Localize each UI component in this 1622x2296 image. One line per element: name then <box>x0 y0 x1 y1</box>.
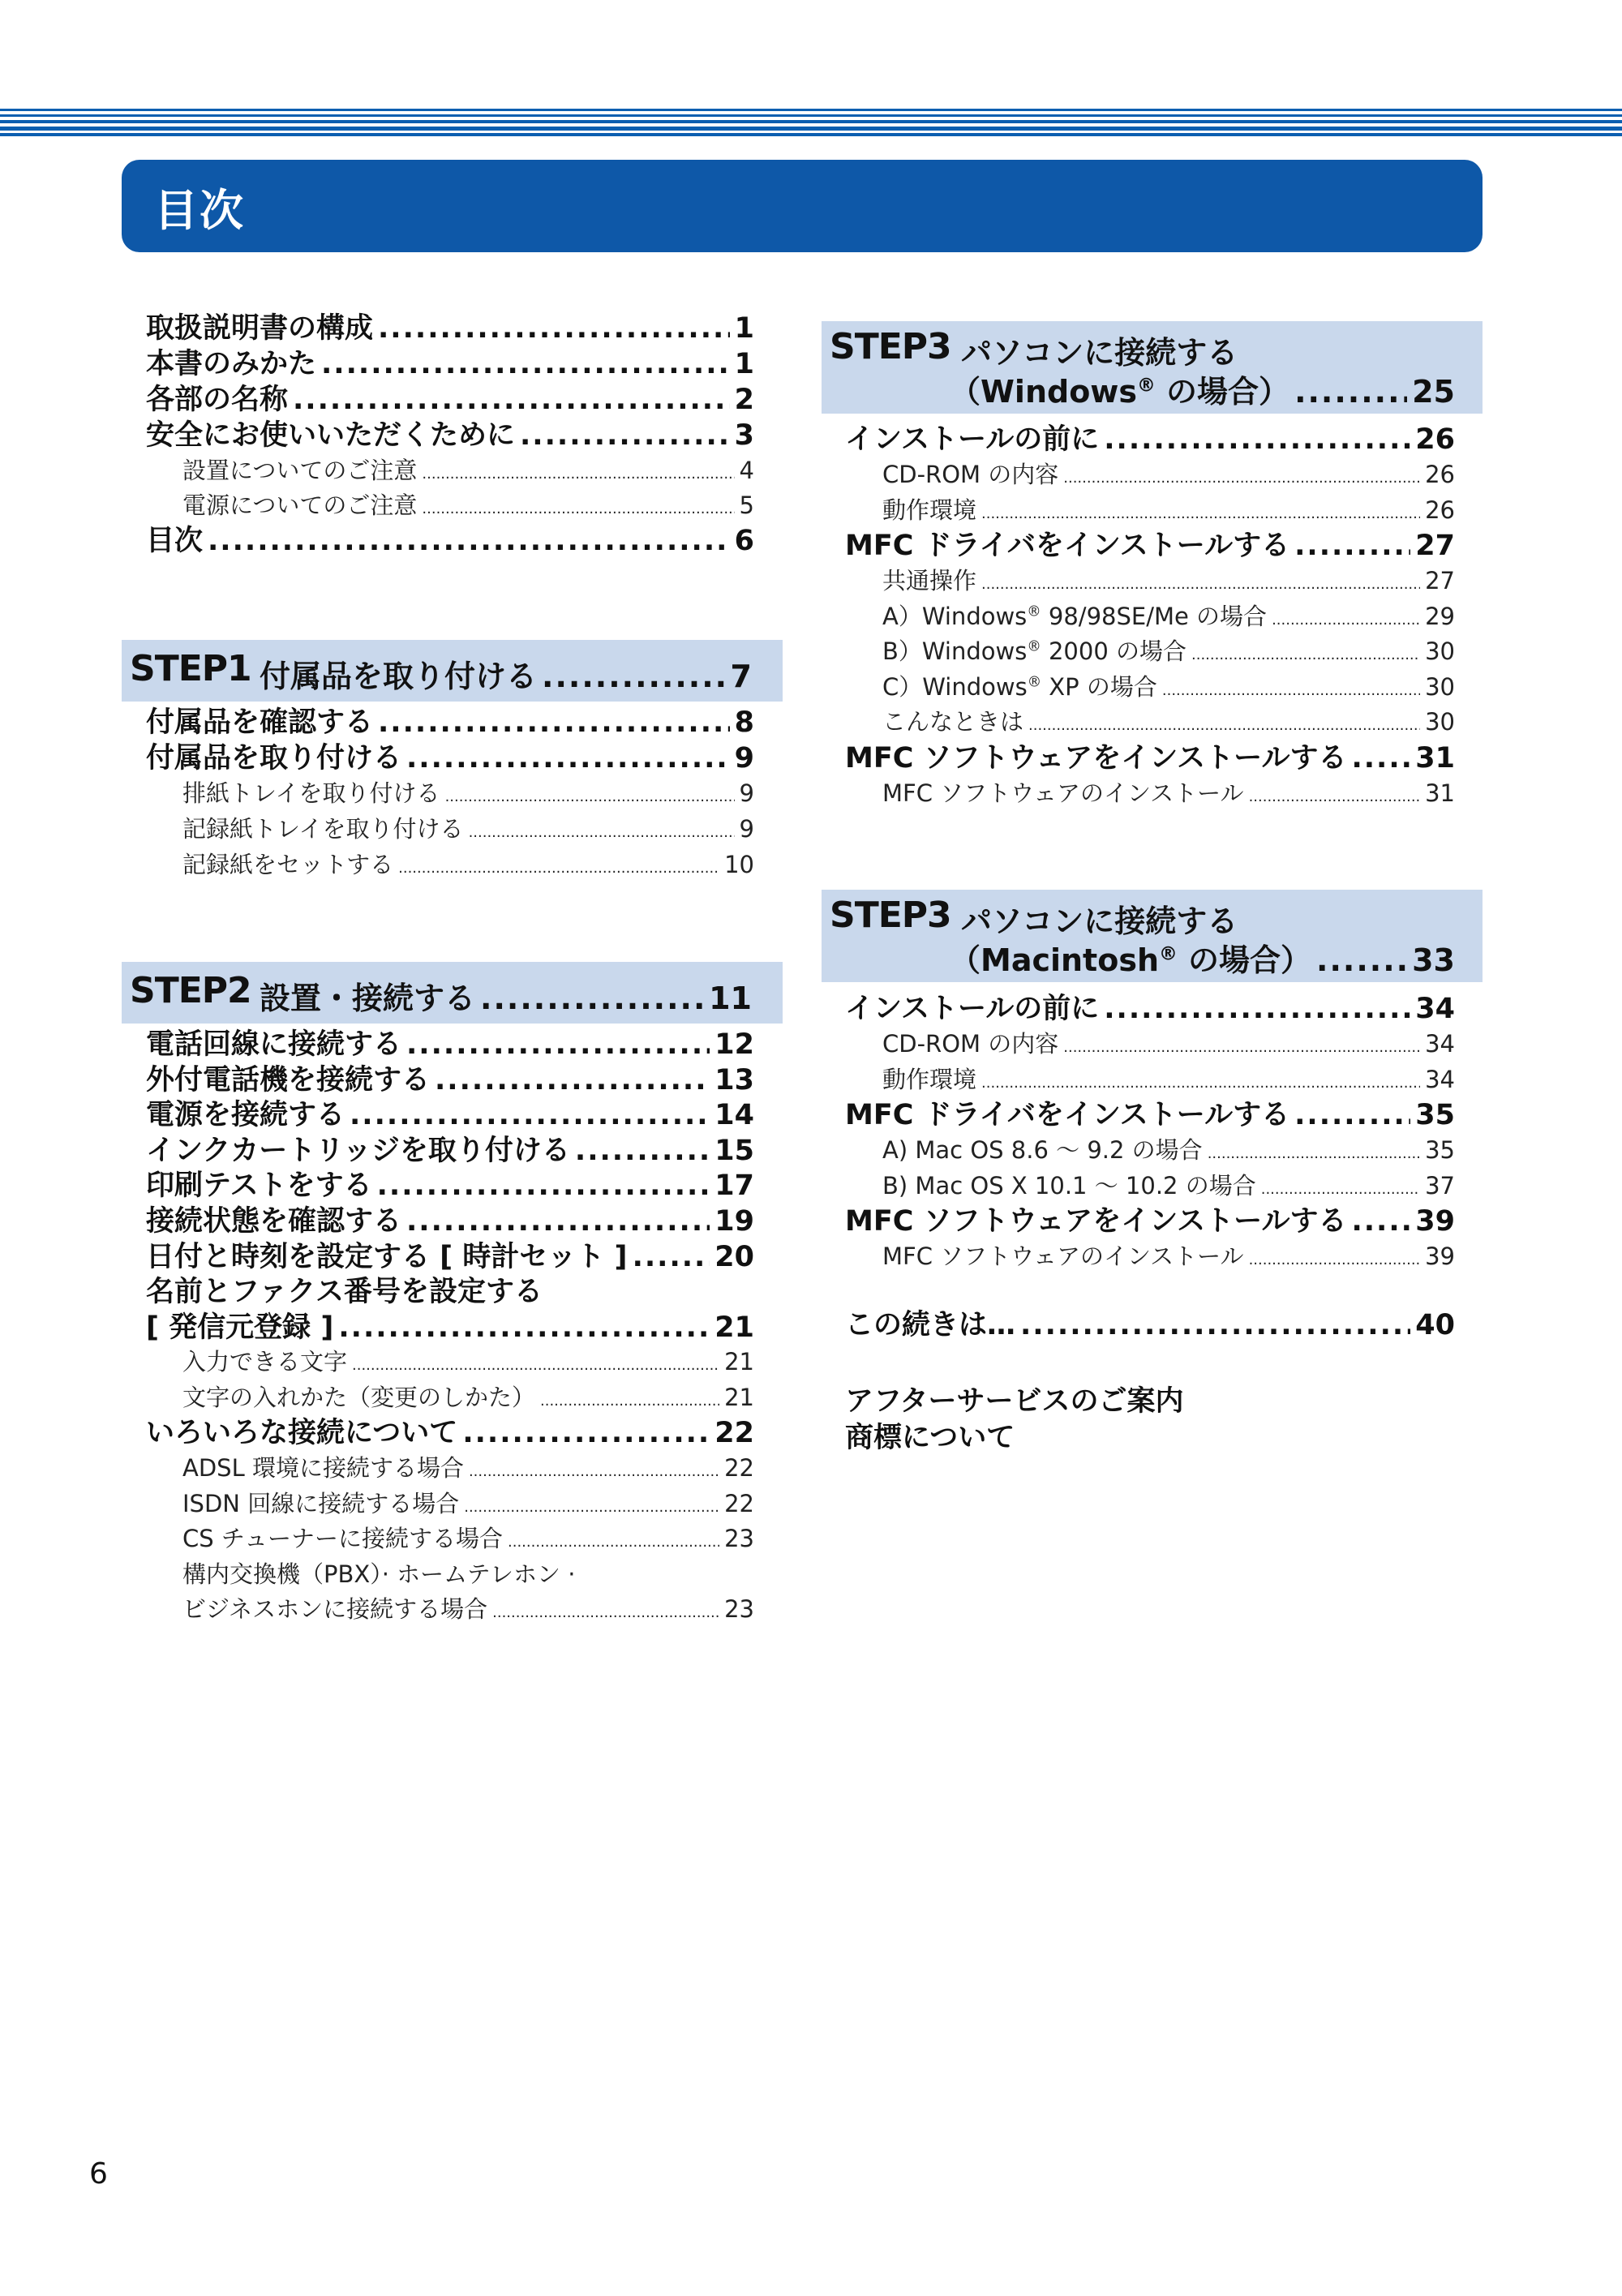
toc-entry-title: B) Mac OS X 10.1 ～ 10.2 の場合 <box>882 1171 1256 1199</box>
toc-entry-title: [ 発信元登録 ] <box>146 1311 334 1344</box>
toc-entry-title: 取扱説明書の構成 <box>146 312 374 345</box>
toc-entry-title: 共通操作 <box>882 567 977 594</box>
toc-entry-title: 名前とファクス番号を設定する <box>146 1276 543 1309</box>
step3-mac-header[interactable] <box>822 890 1483 982</box>
toc-subentry[interactable] <box>182 1521 754 1556</box>
toc-entry-page: 30 <box>1425 708 1455 736</box>
toc-subentry[interactable] <box>182 1380 754 1414</box>
toc-entry-title: 印刷テストをする <box>146 1169 372 1203</box>
toc-entry-page: 10 <box>724 851 754 878</box>
toc-entry-page: 23 <box>724 1525 754 1552</box>
toc-entry-title: CS チューナーに接続する場合 <box>182 1525 504 1552</box>
toc-entry-page: 34 <box>1425 1065 1455 1093</box>
toc-entry-page: 26 <box>1425 496 1455 524</box>
toc-entry-page: 26 <box>1415 423 1455 456</box>
toc-subentry[interactable] <box>182 1451 754 1485</box>
toc-continued[interactable]: この続きは… ..... 40 <box>845 1307 1455 1343</box>
step3-mac-page: 33 <box>1412 942 1455 978</box>
toc-entry-title: 目次 <box>146 525 204 557</box>
toc-entry-title: 日付と時刻を設定する [ 時計セット ] <box>146 1240 628 1273</box>
toc-entry-title: 電源についてのご注意 <box>182 491 418 519</box>
toc-entry-title: 外付電話機を接続する <box>146 1063 431 1097</box>
toc-entry-page: 8 <box>734 706 754 739</box>
toc-entry-title: 各部の名称 <box>146 384 289 416</box>
toc-entry-page: 23 <box>724 1595 754 1623</box>
toc-entry-page: 30 <box>1425 672 1455 701</box>
toc-entry-page: 4 <box>739 457 754 484</box>
toc-trademarks[interactable]: 商標について <box>845 1422 1015 1454</box>
toc-entry-page: 29 <box>1425 602 1455 630</box>
toc-entry-page: 39 <box>1415 1205 1455 1238</box>
toc-entry-title: MFC ドライバをインストールする <box>845 530 1290 562</box>
step2-page: 11 <box>709 981 752 1016</box>
toc-entry-title: いろいろな接続について <box>146 1417 458 1450</box>
toc-subentry[interactable] <box>182 1345 754 1379</box>
toc-entry-page: 22 <box>724 1489 754 1517</box>
toc-entry-page: 13 <box>714 1063 754 1097</box>
toc-entry-title: MFC ドライバをインストールする <box>845 1099 1290 1131</box>
toc-entry-title: C）Windows® XP の場合 <box>882 672 1157 701</box>
toc-entry-page: 39 <box>1425 1242 1455 1270</box>
toc-subentry[interactable] <box>882 599 1455 633</box>
toc-entry-page: 34 <box>1415 993 1455 1025</box>
toc-entry-title: A) Mac OS 8.6 ～ 9.2 の場合 <box>882 1136 1203 1164</box>
toc-subentry[interactable] <box>882 776 1455 810</box>
toc-entry-title: インストールの前に <box>845 993 1100 1025</box>
toc-entry-title: 付属品を確認する <box>146 706 374 739</box>
step2-title: 設置・接続する <box>260 981 476 1016</box>
toc-entry[interactable] <box>146 1097 754 1133</box>
toc-entry-title: MFC ソフトウェアをインストールする <box>845 1205 1347 1238</box>
toc-entry-page: 21 <box>724 1383 754 1411</box>
step3-windows-header[interactable] <box>822 321 1483 414</box>
toc-entry-page: 22 <box>714 1417 754 1450</box>
toc-entry-page: 34 <box>1425 1030 1455 1058</box>
toc-entry[interactable] <box>146 1239 754 1275</box>
step1-header[interactable] <box>122 640 783 702</box>
page-title: 目次 <box>154 185 245 236</box>
toc-entry-page: 19 <box>714 1205 754 1238</box>
toc-entry-page: 9 <box>734 742 754 775</box>
toc-entry-title: MFC ソフトウェアをインストールする <box>845 741 1347 775</box>
toc-entry[interactable] <box>146 740 754 776</box>
toc-entry[interactable] <box>845 422 1455 457</box>
toc-subentry[interactable] <box>882 1062 1455 1097</box>
toc-entry-title: CD-ROM の内容 <box>882 461 1059 488</box>
toc-subentry[interactable] <box>182 1557 754 1591</box>
step1-title: 付属品を取り付ける <box>260 659 538 694</box>
toc-entry-title: 排紙トレイを取り付ける <box>182 779 440 807</box>
title-banner <box>122 160 1483 252</box>
toc-entry-title: ISDN 回線に接続する場合 <box>182 1489 460 1517</box>
toc-entry[interactable] <box>146 418 754 453</box>
toc-entry-page: 26 <box>1425 461 1455 488</box>
toc-subentry[interactable] <box>882 493 1455 527</box>
toc-entry-page: 6 <box>734 525 754 557</box>
toc-entry-page: 5 <box>739 491 754 519</box>
toc-entry[interactable] <box>845 528 1455 564</box>
toc-entry[interactable] <box>146 705 754 740</box>
toc-entry[interactable] <box>146 1062 754 1098</box>
toc-subentry[interactable] <box>882 705 1455 739</box>
toc-entry[interactable] <box>146 1133 754 1169</box>
toc-entry-page: 20 <box>714 1240 754 1273</box>
toc-entry-title: 入力できる文字 <box>182 1348 348 1376</box>
toc-entry[interactable] <box>845 740 1455 776</box>
toc-subentry[interactable] <box>182 453 754 487</box>
toc-entry-title: MFC ソフトウェアのインストール <box>882 779 1244 807</box>
toc-entry[interactable] <box>146 346 754 382</box>
toc-subentry[interactable] <box>182 812 754 846</box>
toc-subentry[interactable] <box>182 848 754 882</box>
toc-entry-page: 21 <box>724 1348 754 1376</box>
step3-windows-title: パソコンに接続する <box>961 335 1238 371</box>
toc-entry-page: 14 <box>714 1099 754 1132</box>
toc-entry-page: 12 <box>714 1028 754 1061</box>
toc-entry[interactable] <box>845 991 1455 1027</box>
toc-entry-title: 安全にお使いいただくために <box>146 419 516 452</box>
toc-entry-page: 35 <box>1425 1136 1455 1164</box>
toc-entry-page: 21 <box>714 1311 754 1344</box>
toc-entry-title: 本書のみかた <box>146 348 317 380</box>
step1-number: STEP1 <box>130 648 251 689</box>
toc-entry-title: 電話回線に接続する <box>146 1028 402 1061</box>
toc-entry-title: こんなときは <box>882 708 1024 736</box>
toc-entry[interactable] <box>845 1204 1455 1239</box>
toc-subentry[interactable] <box>882 1027 1455 1061</box>
toc-subentry[interactable] <box>182 1487 754 1521</box>
toc-entry-title: ビジネスホンに接続する場合 <box>182 1595 488 1623</box>
toc-entry-title: 記録紙トレイを取り付ける <box>182 815 464 843</box>
toc-entry-title: A）Windows® 98/98SE/Me の場合 <box>882 602 1268 630</box>
toc-subentry[interactable] <box>182 1592 754 1626</box>
toc-entry[interactable] <box>146 1168 754 1204</box>
toc-entry-page: 15 <box>714 1134 754 1167</box>
toc-entry-title: インストールの前に <box>845 423 1100 456</box>
toc-entry-title: CD-ROM の内容 <box>882 1030 1059 1058</box>
toc-entry-title: 文字の入れかた（変更のしかた） <box>182 1383 536 1411</box>
toc-entry-page: 30 <box>1425 637 1455 665</box>
toc-entry[interactable] <box>146 1027 754 1062</box>
toc-after-service[interactable]: アフターサービスのご案内 <box>845 1385 1184 1418</box>
step3-windows-subtitle: （Windows® の場合） <box>950 374 1290 410</box>
toc-entry-title: MFC ソフトウェアのインストール <box>882 1242 1244 1270</box>
toc-entry[interactable] <box>146 311 754 346</box>
toc-entry-title: 設置についてのご注意 <box>182 457 418 484</box>
toc-entry-page: 35 <box>1415 1099 1455 1131</box>
toc-entry-page: 31 <box>1425 779 1455 807</box>
page-number: 6 <box>89 2157 108 2191</box>
step1-page: 7 <box>730 659 752 694</box>
toc-entry-title: ADSL 環境に接続する場合 <box>182 1454 464 1482</box>
step2-header[interactable] <box>122 962 783 1024</box>
toc-entry-page: 27 <box>1415 530 1455 562</box>
step3-windows-number: STEP3 <box>830 326 951 367</box>
toc-entry-title: 記録紙をセットする <box>182 851 394 878</box>
toc-subentry[interactable] <box>882 670 1455 704</box>
toc-subentry[interactable] <box>882 1169 1455 1203</box>
toc-subentry[interactable] <box>882 634 1455 668</box>
toc-subentry[interactable] <box>882 564 1455 598</box>
toc-entry[interactable] <box>146 382 754 418</box>
step3-windows-page: 25 <box>1412 374 1455 410</box>
toc-subentry[interactable] <box>182 488 754 522</box>
toc-entry-page: 1 <box>734 348 754 380</box>
toc-entry-page: 22 <box>724 1454 754 1482</box>
step2-number: STEP2 <box>130 970 251 1011</box>
step3-mac-number: STEP3 <box>830 895 951 936</box>
toc-entry-title: 構内交換機（PBX）· ホームテレホン · <box>182 1560 576 1588</box>
step3-mac-subtitle: （Macintosh® の場合） <box>950 942 1312 978</box>
toc-entry-page: 17 <box>714 1169 754 1203</box>
toc-entry-page: 9 <box>739 779 754 807</box>
toc-subentry[interactable] <box>882 1133 1455 1167</box>
toc-entry[interactable] <box>146 1310 754 1345</box>
toc-subentry[interactable] <box>882 457 1455 491</box>
toc-entry-page: 2 <box>734 384 754 416</box>
toc-entry-page: 1 <box>734 312 754 345</box>
toc-entry-title: 接続状態を確認する <box>146 1205 402 1238</box>
toc-subentry[interactable] <box>182 776 754 810</box>
toc-entry-page: 37 <box>1425 1171 1455 1199</box>
toc-entry-title: 電源を接続する <box>146 1099 345 1132</box>
toc-entry[interactable] <box>146 1274 754 1310</box>
toc-entry-title: 付属品を取り付ける <box>146 742 402 775</box>
toc-entry-page: 9 <box>739 815 754 843</box>
toc-entry-title: B）Windows® 2000 の場合 <box>882 637 1186 665</box>
toc-entry-page: 31 <box>1415 741 1455 775</box>
toc-entry-title: 動作環境 <box>882 496 977 524</box>
toc-entry[interactable] <box>845 1097 1455 1133</box>
toc-entry[interactable] <box>146 1415 754 1451</box>
step3-mac-title: パソコンに接続する <box>961 903 1238 939</box>
toc-entry[interactable] <box>146 1204 754 1239</box>
toc-entry-title: 動作環境 <box>882 1065 977 1093</box>
header-stripes <box>0 109 1622 136</box>
toc-entry-page: 27 <box>1425 567 1455 594</box>
toc-entry[interactable] <box>146 523 754 559</box>
toc-entry-page: 3 <box>734 419 754 452</box>
toc-subentry[interactable] <box>882 1239 1455 1273</box>
toc-entry-title: インクカートリッジを取り付ける <box>146 1134 570 1167</box>
